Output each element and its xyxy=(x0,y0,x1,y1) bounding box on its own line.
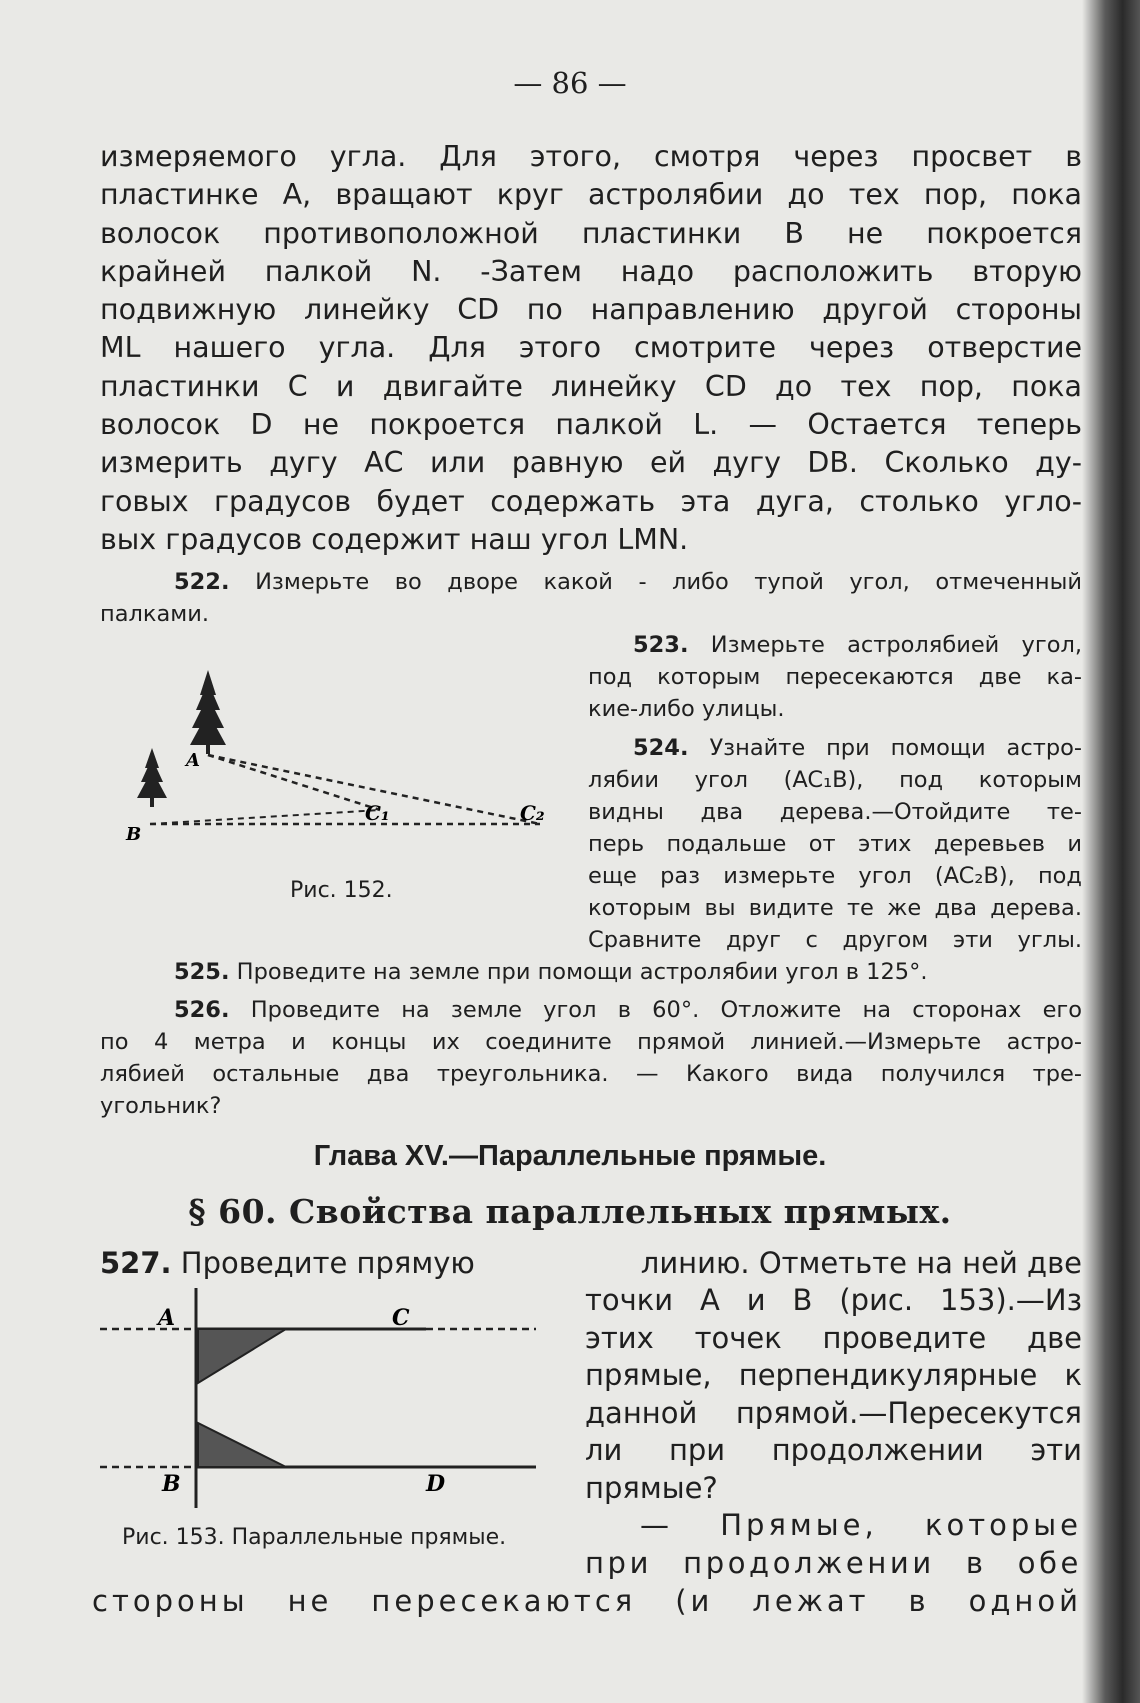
section-title: § 60. Свойства параллельных прямых. xyxy=(188,1192,952,1231)
label-d: D xyxy=(426,1471,446,1497)
paragraph-line: пластинки С и двигайте линейку CD до тех пор, пока xyxy=(100,369,1082,403)
exercise-text: линию. Отметьте на ней две xyxy=(640,1246,1082,1280)
paragraph-line: вых градусов содержит наш угол LMN. xyxy=(100,522,689,556)
exercise-522 xyxy=(100,566,1082,630)
paragraph-line: подвижную линейку CD по направлению другой стороны xyxy=(100,293,1082,327)
figure-152-caption: Рис. 152. xyxy=(290,878,393,903)
exercise-text: по 4 метра и концы их соедините прямой линией.—Измерьте астро- xyxy=(100,1029,1082,1055)
main-paragraph xyxy=(100,138,1082,559)
exercise-text: ли при продолжении эти xyxy=(585,1433,1082,1467)
exercise-number: 527. xyxy=(100,1246,172,1280)
exercise-text: точки А и В (рис. 153).—Из xyxy=(585,1283,1082,1317)
exercise-523 xyxy=(588,629,1082,725)
exercise-527-continued xyxy=(585,1282,1082,1507)
exercise-text: прямые, перпендикулярные к xyxy=(585,1358,1082,1392)
exercise-text: данной прямой.—Пересекутся xyxy=(585,1395,1082,1430)
exercise-text: Проведите на земле угол в 60°. Отложите на сторонах его xyxy=(250,997,1082,1023)
definition-line: стороны не пересекаются (и лежат в одной xyxy=(92,1584,1082,1618)
paragraph-line: измеряемого угла. Для этого, смотря через просвет в xyxy=(100,140,1082,173)
figure-153-caption: Рис. 153. Параллельные прямые. xyxy=(122,1525,507,1550)
definition-line: — Прямые, которые xyxy=(640,1508,1082,1542)
exercise-text: лябии угол (AC₁B), под которым xyxy=(588,767,1082,793)
exercise-text: палками. xyxy=(100,601,210,627)
exercise-text: под которым пересекаются две ка- xyxy=(588,664,1082,690)
figure-152 xyxy=(120,660,570,860)
exercise-text: прямые? xyxy=(585,1470,718,1505)
exercise-text: Проведите прямую xyxy=(180,1246,475,1280)
exercise-text: Измерьте во дворе какой - либо тупой угол, отмеченный xyxy=(255,569,1082,595)
exercise-527 xyxy=(100,1245,1082,1283)
paragraph-line: ML нашего угла. Для этого смотрите через отверстие xyxy=(100,331,1082,365)
exercise-text: кие-либо улицы. xyxy=(588,696,785,722)
definition-line: при продолжении в обе xyxy=(585,1546,1082,1580)
page-number: — 86 — xyxy=(513,66,627,100)
exercise-number: 523. xyxy=(633,632,689,658)
exercise-text: угольник? xyxy=(100,1093,222,1119)
label-c1: C₁ xyxy=(365,801,390,825)
label-a: A xyxy=(158,1305,176,1331)
chapter-title: Глава XV.—Параллельные прямые. xyxy=(313,1140,827,1172)
paragraph-line: измерить дугу АС или равную ей дугу DB. Сколько ду- xyxy=(100,446,1082,480)
paragraph-line: пластинке А, вращают круг астролябии до тех пор, пока xyxy=(100,178,1082,212)
exercise-number: 522. xyxy=(174,569,230,595)
tree-icon xyxy=(190,670,226,754)
label-c: C xyxy=(392,1305,410,1331)
exercise-text: Узнайте при помощи астро- xyxy=(709,735,1082,761)
label-b: B xyxy=(126,824,142,845)
paragraph-line: волосок противоположной пластинки В не покроется xyxy=(100,216,1082,250)
exercise-526 xyxy=(100,994,1082,1122)
exercise-525 xyxy=(100,956,1082,988)
tree-icon xyxy=(137,748,167,807)
figure-153 xyxy=(96,1283,546,1513)
exercise-text: которым вы видите те же два дерева. xyxy=(588,895,1082,921)
set-square-icon xyxy=(198,1329,286,1467)
sight-line-c1 xyxy=(208,755,380,810)
paragraph-line: волосок D не покроется палкой L. — Остается теперь xyxy=(100,408,1082,442)
exercise-number: 526. xyxy=(174,997,230,1023)
exercise-text: этих точек проведите две xyxy=(585,1320,1082,1355)
exercise-text: Проведите на земле при помощи астролябии угол в 125°. xyxy=(236,959,928,985)
exercise-524 xyxy=(588,732,1082,956)
label-c2: C₂ xyxy=(520,801,545,825)
exercise-text: Измерьте астролябией угол, xyxy=(710,632,1082,658)
label-a: A xyxy=(186,750,200,771)
exercise-number: 525. xyxy=(174,959,230,985)
label-b: B xyxy=(162,1471,181,1497)
exercise-text: Сравните друг с другом эти углы. xyxy=(588,927,1082,953)
exercise-text: видны два дерева.—Отойдите те- xyxy=(588,799,1082,825)
paragraph-line: говых градусов будет содержать эта дуга, столько угло- xyxy=(100,484,1082,518)
exercise-text: перь подальше от этих деревьев и xyxy=(588,831,1082,857)
paragraph-line: крайней палкой N. -Затем надо расположить вторую xyxy=(100,254,1082,288)
exercise-number: 524. xyxy=(633,735,689,761)
page-edge-shadow xyxy=(1082,0,1140,1703)
sight-line-b-c1 xyxy=(150,810,380,824)
exercise-text: еще раз измерьте угол (AC₂B), под xyxy=(588,863,1082,889)
exercise-text: лябией остальные два треугольника. — Какого вида получился тре- xyxy=(100,1061,1082,1087)
